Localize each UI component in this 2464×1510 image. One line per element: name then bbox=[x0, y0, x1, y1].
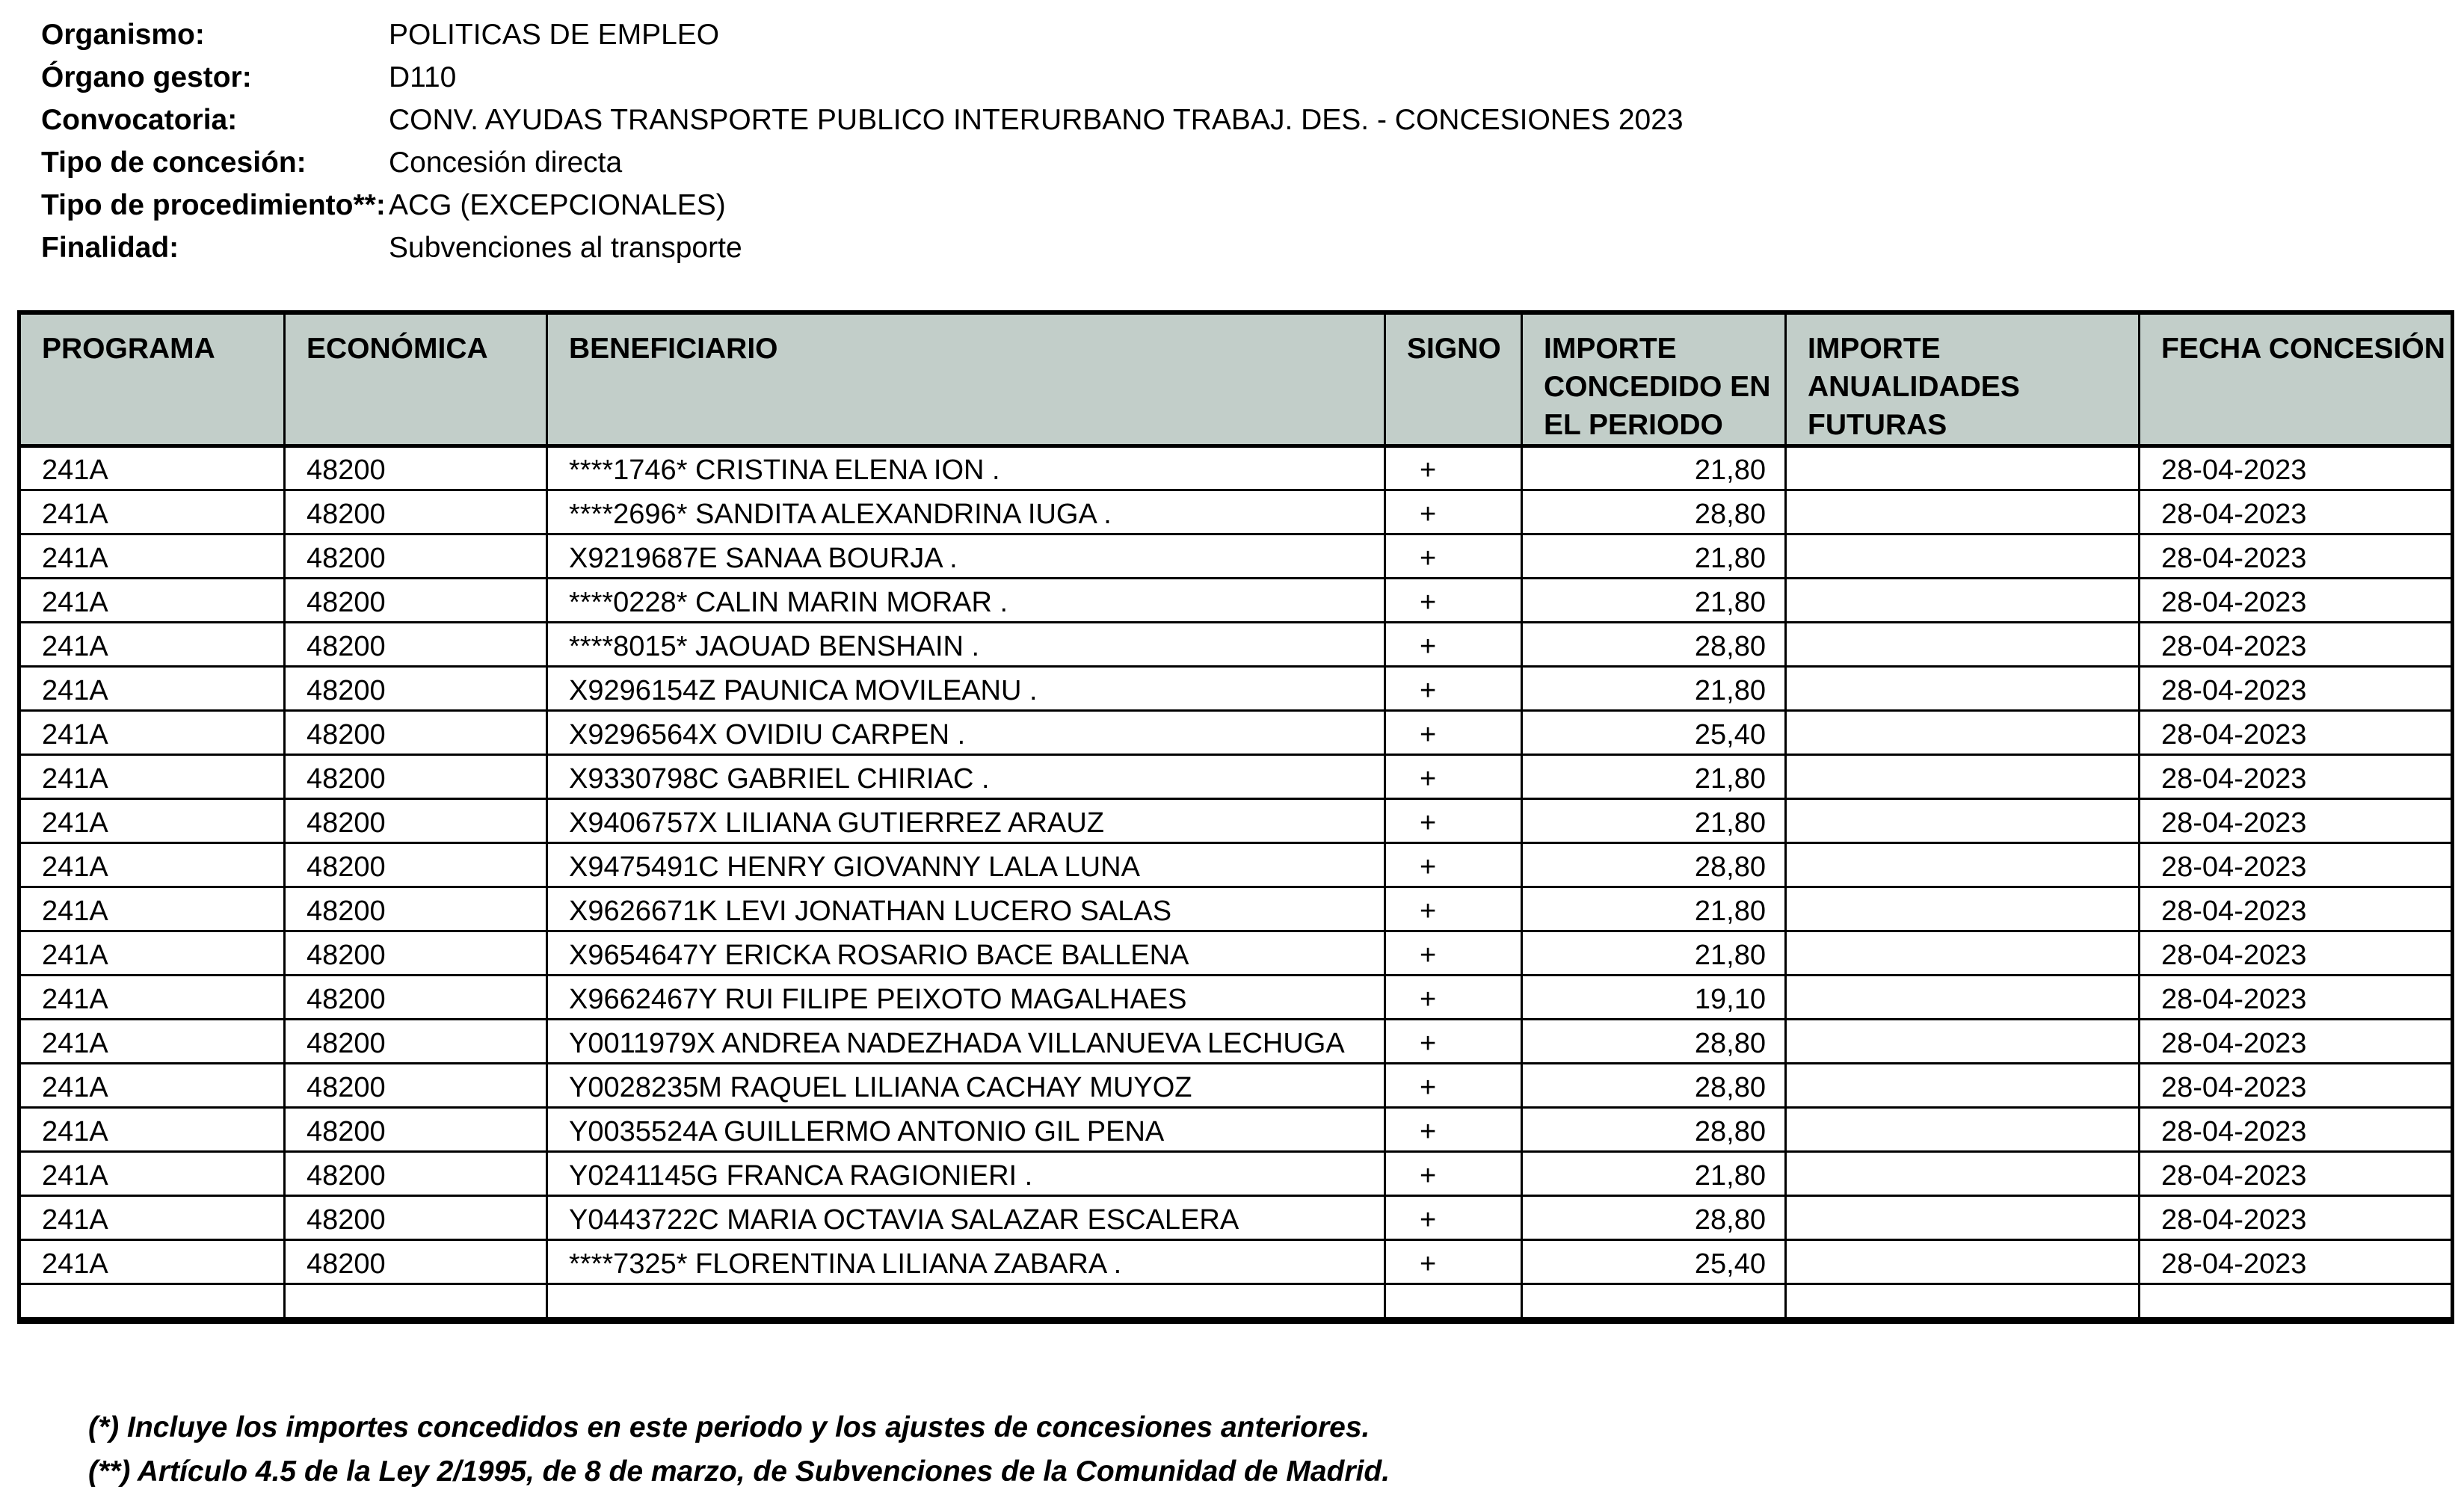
info-line-organismo bbox=[41, 13, 1684, 56]
cell-fecha-concesion: 28-04-2023 bbox=[2140, 579, 2453, 623]
header-line: SIGNO bbox=[1407, 333, 1501, 365]
header-line: ANUALIDADES bbox=[1808, 371, 2020, 403]
table-row bbox=[19, 446, 2453, 490]
cell-fecha-concesion: 28-04-2023 bbox=[2140, 490, 2453, 534]
cell-importe-concedido: 21,80 bbox=[1522, 534, 1786, 579]
cell-beneficiario: ****1746* CRISTINA ELENA ION . bbox=[547, 446, 1385, 490]
cell-programa: 241A bbox=[19, 755, 285, 799]
cell-fecha-concesion: 28-04-2023 bbox=[2140, 799, 2453, 843]
table-row bbox=[19, 1108, 2453, 1152]
cell-importe-anualidades bbox=[1786, 931, 2140, 976]
cell-beneficiario: X9296564X OVIDIU CARPEN . bbox=[547, 711, 1385, 755]
info-label-tipo-procedimiento: Tipo de procedimiento**: bbox=[41, 188, 386, 221]
table-row bbox=[19, 579, 2453, 623]
info-label-organismo: Organismo: bbox=[41, 18, 205, 51]
table-row bbox=[19, 976, 2453, 1020]
cell-importe-anualidades bbox=[1786, 534, 2140, 579]
cell-signo: + bbox=[1385, 623, 1522, 667]
cell-economica: 48200 bbox=[285, 1240, 547, 1284]
cell-importe-anualidades bbox=[1786, 1020, 2140, 1064]
cell-economica: 48200 bbox=[285, 976, 547, 1020]
filler-cell bbox=[1522, 1284, 1786, 1321]
cell-economica: 48200 bbox=[285, 887, 547, 931]
header-line: ECONÓMICA bbox=[307, 333, 488, 365]
cell-beneficiario: X9475491C HENRY GIOVANNY LALA LUNA bbox=[547, 843, 1385, 887]
cell-economica: 48200 bbox=[285, 446, 547, 490]
cell-importe-concedido: 21,80 bbox=[1522, 667, 1786, 711]
cell-programa: 241A bbox=[19, 579, 285, 623]
cell-fecha-concesion: 28-04-2023 bbox=[2140, 446, 2453, 490]
cell-fecha-concesion: 28-04-2023 bbox=[2140, 1020, 2453, 1064]
cell-importe-anualidades bbox=[1786, 1240, 2140, 1284]
cell-signo: + bbox=[1385, 711, 1522, 755]
cell-importe-anualidades bbox=[1786, 976, 2140, 1020]
filler-cell bbox=[1786, 1284, 2140, 1321]
cell-fecha-concesion: 28-04-2023 bbox=[2140, 1196, 2453, 1240]
filler-cell bbox=[2140, 1284, 2453, 1321]
table-row bbox=[19, 623, 2453, 667]
cell-fecha-concesion: 28-04-2023 bbox=[2140, 1064, 2453, 1108]
info-value-finalidad: Subvenciones al transporte bbox=[389, 231, 742, 264]
cell-beneficiario: Y0443722C MARIA OCTAVIA SALAZAR ESCALERA bbox=[547, 1196, 1385, 1240]
cell-signo: + bbox=[1385, 755, 1522, 799]
cell-importe-anualidades bbox=[1786, 667, 2140, 711]
cell-economica: 48200 bbox=[285, 711, 547, 755]
cell-importe-concedido: 28,80 bbox=[1522, 1064, 1786, 1108]
cell-fecha-concesion: 28-04-2023 bbox=[2140, 931, 2453, 976]
header-row bbox=[19, 312, 2453, 446]
cell-importe-concedido: 25,40 bbox=[1522, 1240, 1786, 1284]
table-row bbox=[19, 1064, 2453, 1108]
cell-importe-anualidades bbox=[1786, 579, 2140, 623]
footnote-asterisk: (*) Incluye los importes concedidos en este periodo y los ajustes de concesiones anteriores. bbox=[88, 1411, 1370, 1443]
table-row bbox=[19, 667, 2453, 711]
header-line: EL PERIODO bbox=[1544, 409, 1723, 441]
cell-beneficiario: ****2696* SANDITA ALEXANDRINA IUGA . bbox=[547, 490, 1385, 534]
cell-signo: + bbox=[1385, 976, 1522, 1020]
cell-importe-concedido: 21,80 bbox=[1522, 931, 1786, 976]
header-fecha-concesion bbox=[2140, 312, 2453, 446]
info-label-tipo-concesion: Tipo de concesión: bbox=[41, 146, 307, 179]
cell-signo: + bbox=[1385, 887, 1522, 931]
header-line: IMPORTE bbox=[1544, 333, 1677, 365]
cell-beneficiario: X9662467Y RUI FILIPE PEIXOTO MAGALHAES bbox=[547, 976, 1385, 1020]
cell-programa: 241A bbox=[19, 976, 285, 1020]
cell-economica: 48200 bbox=[285, 1108, 547, 1152]
header-line: FUTURAS bbox=[1808, 409, 1947, 441]
cell-beneficiario: X9296154Z PAUNICA MOVILEANU . bbox=[547, 667, 1385, 711]
header-importe-concedido bbox=[1522, 312, 1786, 446]
cell-signo: + bbox=[1385, 1020, 1522, 1064]
info-line-convocatoria bbox=[41, 99, 1684, 141]
cell-beneficiario: Y0011979X ANDREA NADEZHADA VILLANUEVA LECHUGA bbox=[547, 1020, 1385, 1064]
cell-importe-concedido: 21,80 bbox=[1522, 579, 1786, 623]
cell-signo: + bbox=[1385, 579, 1522, 623]
cell-importe-anualidades bbox=[1786, 799, 2140, 843]
cell-signo: + bbox=[1385, 446, 1522, 490]
cell-economica: 48200 bbox=[285, 534, 547, 579]
header-line: CONCEDIDO EN bbox=[1544, 371, 1771, 403]
cell-importe-anualidades bbox=[1786, 1108, 2140, 1152]
info-line-finalidad bbox=[41, 226, 1684, 269]
cell-importe-concedido: 28,80 bbox=[1522, 843, 1786, 887]
filler-cell bbox=[285, 1284, 547, 1321]
cell-importe-concedido: 21,80 bbox=[1522, 755, 1786, 799]
cell-importe-concedido: 28,80 bbox=[1522, 1020, 1786, 1064]
info-line-organo-gestor bbox=[41, 56, 1684, 99]
table-row bbox=[19, 1152, 2453, 1196]
cell-programa: 241A bbox=[19, 1064, 285, 1108]
info-line-tipo-procedimiento bbox=[41, 184, 1684, 226]
table-row bbox=[19, 887, 2453, 931]
cell-beneficiario: X9219687E SANAA BOURJA . bbox=[547, 534, 1385, 579]
header-programa bbox=[19, 312, 285, 446]
cell-programa: 241A bbox=[19, 887, 285, 931]
table-row bbox=[19, 931, 2453, 976]
cell-importe-anualidades bbox=[1786, 446, 2140, 490]
footnote-double-asterisk: (**) Artículo 4.5 de la Ley 2/1995, de 8 de marzo, de Subvenciones de la Comunidad de Madrid. bbox=[88, 1455, 1390, 1488]
cell-signo: + bbox=[1385, 1108, 1522, 1152]
cell-programa: 241A bbox=[19, 623, 285, 667]
info-label-finalidad: Finalidad: bbox=[41, 231, 179, 264]
cell-economica: 48200 bbox=[285, 1196, 547, 1240]
filler-cell bbox=[1385, 1284, 1522, 1321]
cell-importe-anualidades bbox=[1786, 1064, 2140, 1108]
cell-economica: 48200 bbox=[285, 1064, 547, 1108]
cell-beneficiario: X9654647Y ERICKA ROSARIO BACE BALLENA bbox=[547, 931, 1385, 976]
cell-fecha-concesion: 28-04-2023 bbox=[2140, 1152, 2453, 1196]
table-row bbox=[19, 711, 2453, 755]
document-info bbox=[41, 13, 1684, 269]
cell-programa: 241A bbox=[19, 931, 285, 976]
table-row bbox=[19, 799, 2453, 843]
cell-programa: 241A bbox=[19, 667, 285, 711]
cell-programa: 241A bbox=[19, 711, 285, 755]
header-economica bbox=[285, 312, 547, 446]
cell-programa: 241A bbox=[19, 490, 285, 534]
cell-programa: 241A bbox=[19, 1196, 285, 1240]
cell-beneficiario: ****7325* FLORENTINA LILIANA ZABARA . bbox=[547, 1240, 1385, 1284]
header-line: FECHA CONCESIÓN bbox=[2161, 333, 2445, 365]
grants-table bbox=[17, 310, 2454, 1324]
cell-signo: + bbox=[1385, 1240, 1522, 1284]
cell-importe-concedido: 21,80 bbox=[1522, 887, 1786, 931]
cell-fecha-concesion: 28-04-2023 bbox=[2140, 667, 2453, 711]
cell-economica: 48200 bbox=[285, 1020, 547, 1064]
cell-programa: 241A bbox=[19, 1240, 285, 1284]
cell-importe-anualidades bbox=[1786, 1152, 2140, 1196]
info-label-organo-gestor: Órgano gestor: bbox=[41, 61, 252, 93]
filler-row bbox=[19, 1284, 2453, 1321]
table-row bbox=[19, 755, 2453, 799]
cell-importe-concedido: 28,80 bbox=[1522, 623, 1786, 667]
header-line: BENEFICIARIO bbox=[569, 333, 778, 365]
cell-economica: 48200 bbox=[285, 623, 547, 667]
grants-table-header bbox=[19, 312, 2453, 446]
table-row bbox=[19, 1240, 2453, 1284]
cell-importe-concedido: 28,80 bbox=[1522, 1108, 1786, 1152]
filler-cell bbox=[547, 1284, 1385, 1321]
grants-table-body bbox=[19, 446, 2453, 1284]
cell-importe-anualidades bbox=[1786, 490, 2140, 534]
cell-beneficiario: X9330798C GABRIEL CHIRIAC . bbox=[547, 755, 1385, 799]
cell-signo: + bbox=[1385, 843, 1522, 887]
cell-signo: + bbox=[1385, 799, 1522, 843]
cell-fecha-concesion: 28-04-2023 bbox=[2140, 534, 2453, 579]
table-row bbox=[19, 1196, 2453, 1240]
cell-programa: 241A bbox=[19, 446, 285, 490]
cell-economica: 48200 bbox=[285, 490, 547, 534]
cell-fecha-concesion: 28-04-2023 bbox=[2140, 711, 2453, 755]
cell-importe-anualidades bbox=[1786, 887, 2140, 931]
info-value-convocatoria: CONV. AYUDAS TRANSPORTE PUBLICO INTERURBANO TRABAJ. DES. - CONCESIONES 2023 bbox=[389, 103, 1684, 136]
footnotes bbox=[88, 1405, 1390, 1494]
cell-importe-anualidades bbox=[1786, 711, 2140, 755]
cell-programa: 241A bbox=[19, 1108, 285, 1152]
info-value-tipo-procedimiento: ACG (EXCEPCIONALES) bbox=[389, 188, 726, 221]
cell-programa: 241A bbox=[19, 534, 285, 579]
cell-economica: 48200 bbox=[285, 1152, 547, 1196]
cell-signo: + bbox=[1385, 1152, 1522, 1196]
table-row bbox=[19, 843, 2453, 887]
cell-economica: 48200 bbox=[285, 931, 547, 976]
cell-importe-anualidades bbox=[1786, 1196, 2140, 1240]
header-signo bbox=[1385, 312, 1522, 446]
cell-programa: 241A bbox=[19, 1020, 285, 1064]
cell-importe-concedido: 28,80 bbox=[1522, 1196, 1786, 1240]
cell-economica: 48200 bbox=[285, 799, 547, 843]
table-row bbox=[19, 534, 2453, 579]
info-value-organismo: POLITICAS DE EMPLEO bbox=[389, 18, 720, 51]
cell-importe-anualidades bbox=[1786, 843, 2140, 887]
cell-signo: + bbox=[1385, 1196, 1522, 1240]
cell-beneficiario: Y0035524A GUILLERMO ANTONIO GIL PENA bbox=[547, 1108, 1385, 1152]
cell-fecha-concesion: 28-04-2023 bbox=[2140, 623, 2453, 667]
info-value-tipo-concesion: Concesión directa bbox=[389, 146, 623, 179]
cell-fecha-concesion: 28-04-2023 bbox=[2140, 976, 2453, 1020]
header-line: PROGRAMA bbox=[42, 333, 215, 365]
header-importe-anualidades bbox=[1786, 312, 2140, 446]
cell-programa: 241A bbox=[19, 1152, 285, 1196]
header-beneficiario bbox=[547, 312, 1385, 446]
cell-fecha-concesion: 28-04-2023 bbox=[2140, 1108, 2453, 1152]
cell-importe-anualidades bbox=[1786, 755, 2140, 799]
cell-importe-concedido: 21,80 bbox=[1522, 1152, 1786, 1196]
cell-importe-anualidades bbox=[1786, 623, 2140, 667]
filler-cell bbox=[19, 1284, 285, 1321]
cell-importe-concedido: 28,80 bbox=[1522, 490, 1786, 534]
cell-beneficiario: X9406757X LILIANA GUTIERREZ ARAUZ bbox=[547, 799, 1385, 843]
cell-beneficiario: ****8015* JAOUAD BENSHAIN . bbox=[547, 623, 1385, 667]
cell-programa: 241A bbox=[19, 843, 285, 887]
cell-economica: 48200 bbox=[285, 755, 547, 799]
cell-fecha-concesion: 28-04-2023 bbox=[2140, 843, 2453, 887]
table-row bbox=[19, 1020, 2453, 1064]
cell-importe-concedido: 21,80 bbox=[1522, 446, 1786, 490]
cell-signo: + bbox=[1385, 1064, 1522, 1108]
cell-programa: 241A bbox=[19, 799, 285, 843]
cell-economica: 48200 bbox=[285, 667, 547, 711]
cell-economica: 48200 bbox=[285, 579, 547, 623]
cell-signo: + bbox=[1385, 534, 1522, 579]
cell-signo: + bbox=[1385, 931, 1522, 976]
cell-fecha-concesion: 28-04-2023 bbox=[2140, 887, 2453, 931]
info-line-tipo-concesion bbox=[41, 141, 1684, 184]
cell-importe-concedido: 21,80 bbox=[1522, 799, 1786, 843]
table-row bbox=[19, 490, 2453, 534]
cell-signo: + bbox=[1385, 667, 1522, 711]
cell-economica: 48200 bbox=[285, 843, 547, 887]
cell-beneficiario: Y0028235M RAQUEL LILIANA CACHAY MUYOZ bbox=[547, 1064, 1385, 1108]
info-label-convocatoria: Convocatoria: bbox=[41, 103, 238, 136]
cell-fecha-concesion: 28-04-2023 bbox=[2140, 1240, 2453, 1284]
cell-beneficiario: ****0228* CALIN MARIN MORAR . bbox=[547, 579, 1385, 623]
header-line: IMPORTE bbox=[1808, 333, 1941, 365]
cell-importe-concedido: 25,40 bbox=[1522, 711, 1786, 755]
cell-signo: + bbox=[1385, 490, 1522, 534]
cell-beneficiario: Y0241145G FRANCA RAGIONIERI . bbox=[547, 1152, 1385, 1196]
cell-fecha-concesion: 28-04-2023 bbox=[2140, 755, 2453, 799]
cell-beneficiario: X9626671K LEVI JONATHAN LUCERO SALAS bbox=[547, 887, 1385, 931]
cell-importe-concedido: 19,10 bbox=[1522, 976, 1786, 1020]
info-value-organo-gestor: D110 bbox=[389, 61, 457, 93]
